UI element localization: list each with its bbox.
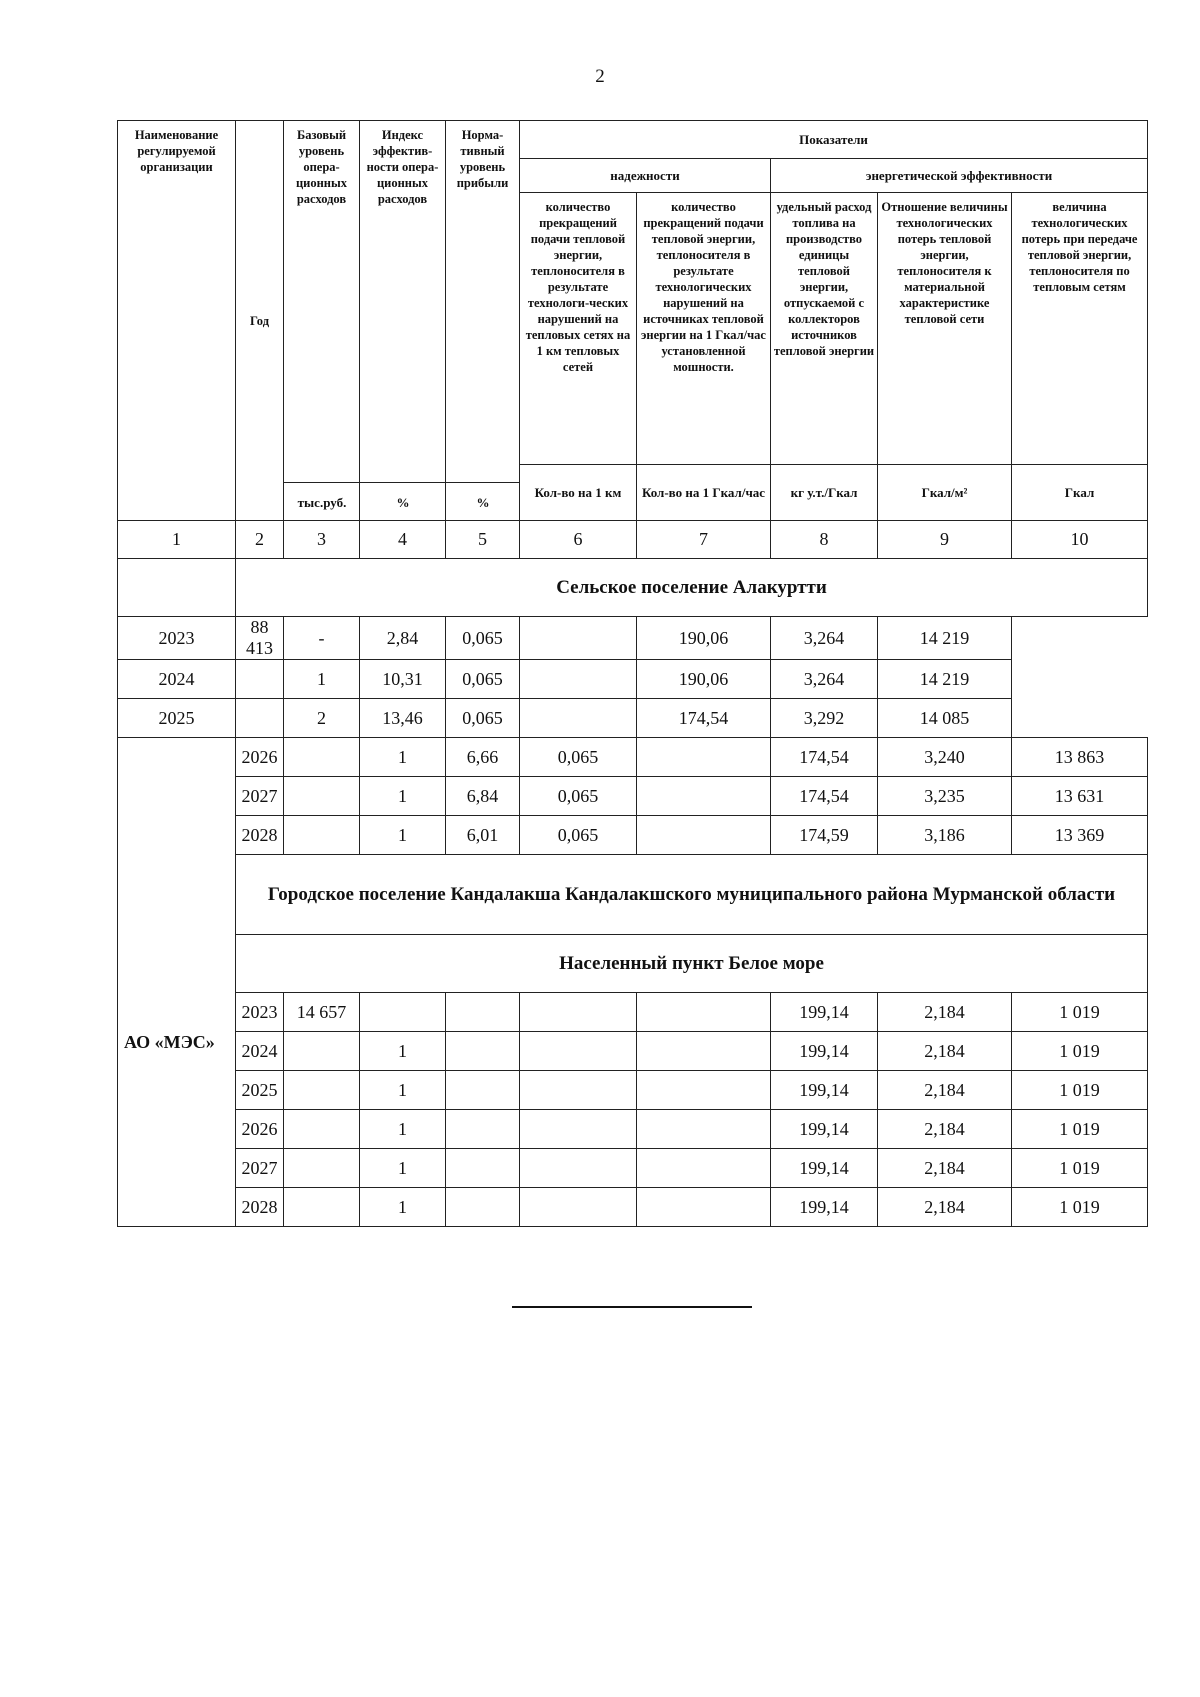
- index-cell: [360, 993, 446, 1032]
- c10-cell: 1 019: [1012, 1188, 1148, 1227]
- c9-cell: 2,184: [878, 1032, 1012, 1071]
- header-base-level: Базовый уровень опера-ционных расходов: [284, 121, 360, 521]
- header-col8-desc: удельный расход топлива на производство единицы тепловой энергии, отпускаемой с коллекторов источников тепловой энергии: [771, 193, 878, 465]
- profit-cell: 6,66: [446, 738, 520, 777]
- profit-cell: 10,31: [360, 660, 446, 699]
- profit-cell: 13,46: [360, 699, 446, 738]
- c6-cell: 0,065: [446, 699, 520, 738]
- c6-cell: 0,065: [520, 816, 637, 855]
- c10-cell: 13 369: [1012, 816, 1148, 855]
- organization-name: АО «МЭС»: [118, 738, 236, 1227]
- c9-cell: 2,184: [878, 1188, 1012, 1227]
- profit-cell: [446, 993, 520, 1032]
- profit-cell: 6,01: [446, 816, 520, 855]
- c8-cell: 174,59: [771, 816, 878, 855]
- year-cell: 2024: [236, 1032, 284, 1071]
- index-cell: 1: [360, 1032, 446, 1071]
- footer-rule: [512, 1306, 752, 1308]
- header-reliability: надежности: [520, 159, 771, 193]
- c7-cell: [637, 1149, 771, 1188]
- col-number-3: 3: [284, 521, 360, 559]
- c6-cell: [520, 1149, 637, 1188]
- c9-cell: 2,184: [878, 1071, 1012, 1110]
- index-cell: 1: [360, 738, 446, 777]
- c8-cell: 174,54: [771, 777, 878, 816]
- unit-col4: %: [360, 482, 446, 521]
- c8-cell: 199,14: [771, 1071, 878, 1110]
- unit-col7: Кол-во на 1 Гкал/час: [637, 465, 771, 521]
- c10-cell: 1 019: [1012, 1110, 1148, 1149]
- c8-cell: 199,14: [771, 1032, 878, 1071]
- c6-cell: [520, 993, 637, 1032]
- c9-cell: 3,235: [878, 777, 1012, 816]
- section-title-alakurtti: Сельское поселение Алакуртти: [236, 559, 1148, 617]
- profit-cell: [446, 1188, 520, 1227]
- header-col9-desc: Отношение величины технологических потерь тепловой энергии, теплоносителя к материальной характеристике тепловой сети: [878, 193, 1012, 465]
- base-cell: [284, 1032, 360, 1071]
- org-cell-empty: [118, 559, 236, 617]
- year-cell: 2027: [236, 1149, 284, 1188]
- section-title-kandalaksha: Городское поселение Кандалакша Кандалакшского муниципального района Мурманской области: [236, 855, 1148, 935]
- base-cell: [284, 738, 360, 777]
- index-cell: 1: [360, 1149, 446, 1188]
- base-cell: [284, 1071, 360, 1110]
- c10-cell: 1 019: [1012, 993, 1148, 1032]
- profit-cell: [446, 1071, 520, 1110]
- c9-cell: 3,240: [878, 738, 1012, 777]
- col-number-7: 7: [637, 521, 771, 559]
- c10-cell: 14 219: [878, 660, 1012, 699]
- c9-cell: 2,184: [878, 1149, 1012, 1188]
- c10-cell: 1 019: [1012, 1149, 1148, 1188]
- header-org: Наименование регулируемой организации: [118, 121, 236, 521]
- base-cell: [284, 1188, 360, 1227]
- index-cell: 1: [360, 1110, 446, 1149]
- c9-cell: 3,292: [771, 699, 878, 738]
- c10-cell: 13 863: [1012, 738, 1148, 777]
- year-cell: 2026: [236, 738, 284, 777]
- unit-col5: %: [446, 482, 520, 521]
- year-cell: 2028: [236, 816, 284, 855]
- c6-cell: 0,065: [446, 660, 520, 699]
- c7-cell: [637, 1110, 771, 1149]
- c7-cell: [637, 777, 771, 816]
- header-energy-efficiency: энергетической эффективности: [771, 159, 1148, 193]
- c10-cell: 1 019: [1012, 1071, 1148, 1110]
- unit-col3: тыс.руб.: [284, 482, 360, 521]
- col-number-8: 8: [771, 521, 878, 559]
- col-number-5: 5: [446, 521, 520, 559]
- year-cell: 2026: [236, 1110, 284, 1149]
- col-number-2: 2: [236, 521, 284, 559]
- indicators-table: [117, 120, 1148, 521]
- c9-cell: 3,186: [878, 816, 1012, 855]
- c10-cell: 14 219: [878, 617, 1012, 660]
- data-table: [117, 520, 1148, 1227]
- c8-cell: 174,54: [637, 699, 771, 738]
- c7-cell: [637, 1188, 771, 1227]
- unit-col6: Кол-во на 1 км: [520, 465, 637, 521]
- col-number-4: 4: [360, 521, 446, 559]
- c8-cell: 190,06: [637, 617, 771, 660]
- unit-col9: Гкал/м²: [878, 465, 1012, 521]
- index-cell: 1: [284, 660, 360, 699]
- alakurtti-rows-a: [118, 617, 1148, 738]
- year-cell: 2023: [236, 993, 284, 1032]
- c8-cell: 190,06: [637, 660, 771, 699]
- profit-cell: [446, 1110, 520, 1149]
- profit-cell: [446, 1032, 520, 1071]
- c7-cell: [637, 1032, 771, 1071]
- unit-col10: Гкал: [1012, 465, 1148, 521]
- col-number-10: 10: [1012, 521, 1148, 559]
- index-cell: 1: [360, 816, 446, 855]
- profit-cell: [446, 1149, 520, 1188]
- c8-cell: 174,54: [771, 738, 878, 777]
- c6-cell: 0,065: [520, 777, 637, 816]
- year-cell: 2025: [236, 1071, 284, 1110]
- c6-cell: 0,065: [446, 617, 520, 660]
- header-col10-desc: величина технологических потерь при передаче тепловой энергии, теплоносителя по тепловым сетям: [1012, 193, 1148, 465]
- c7-cell: [637, 816, 771, 855]
- page-number: 2: [595, 66, 605, 87]
- c10-cell: 1 019: [1012, 1032, 1148, 1071]
- c7-cell: [520, 617, 637, 660]
- year-cell: 2028: [236, 1188, 284, 1227]
- c6-cell: [520, 1188, 637, 1227]
- c10-cell: 14 085: [878, 699, 1012, 738]
- c8-cell: 199,14: [771, 1188, 878, 1227]
- col-number-6: 6: [520, 521, 637, 559]
- base-cell: [284, 1149, 360, 1188]
- header-year: Год: [236, 121, 284, 521]
- col-number-9: 9: [878, 521, 1012, 559]
- index-cell: -: [284, 617, 360, 660]
- header-profit-level: Норма-тивный уровень прибыли: [446, 121, 520, 521]
- header-col7-desc: количество прекращений подачи тепловой энергии, теплоносителя в результате технологических нарушений на источниках тепловой энергии на 1 Гкал/час установленной мошности.: [637, 193, 771, 465]
- c6-cell: [520, 1071, 637, 1110]
- year-cell: 2024: [118, 660, 236, 699]
- c6-cell: 0,065: [520, 738, 637, 777]
- base-cell: [284, 816, 360, 855]
- c7-cell: [637, 1071, 771, 1110]
- index-cell: 1: [360, 1188, 446, 1227]
- base-cell: [284, 777, 360, 816]
- base-cell: [236, 660, 284, 699]
- header-efficiency-index: Индекс эффектив-ности опера-ционных расходов: [360, 121, 446, 521]
- c7-cell: [637, 993, 771, 1032]
- header-col6-desc: количество прекращений подачи тепловой энергии, теплоносителя в результате технологи-ческих нарушений на тепловых сетях на 1 км тепловых сетей: [520, 193, 637, 465]
- c7-cell: [520, 660, 637, 699]
- index-cell: 2: [284, 699, 360, 738]
- c9-cell: 3,264: [771, 617, 878, 660]
- base-cell: [236, 699, 284, 738]
- c6-cell: [520, 1032, 637, 1071]
- profit-cell: 6,84: [446, 777, 520, 816]
- base-cell: [284, 1110, 360, 1149]
- c9-cell: 2,184: [878, 1110, 1012, 1149]
- c7-cell: [637, 738, 771, 777]
- base-cell: 88 413: [236, 617, 284, 660]
- c7-cell: [520, 699, 637, 738]
- c8-cell: 199,14: [771, 1110, 878, 1149]
- profit-cell: 2,84: [360, 617, 446, 660]
- section-title-beloe-more: Населенный пункт Белое море: [236, 935, 1148, 993]
- year-cell: 2027: [236, 777, 284, 816]
- index-cell: 1: [360, 1071, 446, 1110]
- c8-cell: 199,14: [771, 993, 878, 1032]
- c9-cell: 2,184: [878, 993, 1012, 1032]
- c10-cell: 13 631: [1012, 777, 1148, 816]
- header-indicators: Показатели: [520, 121, 1148, 159]
- base-cell: 14 657: [284, 993, 360, 1032]
- year-cell: 2025: [118, 699, 236, 738]
- index-cell: 1: [360, 777, 446, 816]
- unit-col8: кг у.т./Гкал: [771, 465, 878, 521]
- year-cell: 2023: [118, 617, 236, 660]
- col-number-1: 1: [118, 521, 236, 559]
- c6-cell: [520, 1110, 637, 1149]
- c8-cell: 199,14: [771, 1149, 878, 1188]
- c9-cell: 3,264: [771, 660, 878, 699]
